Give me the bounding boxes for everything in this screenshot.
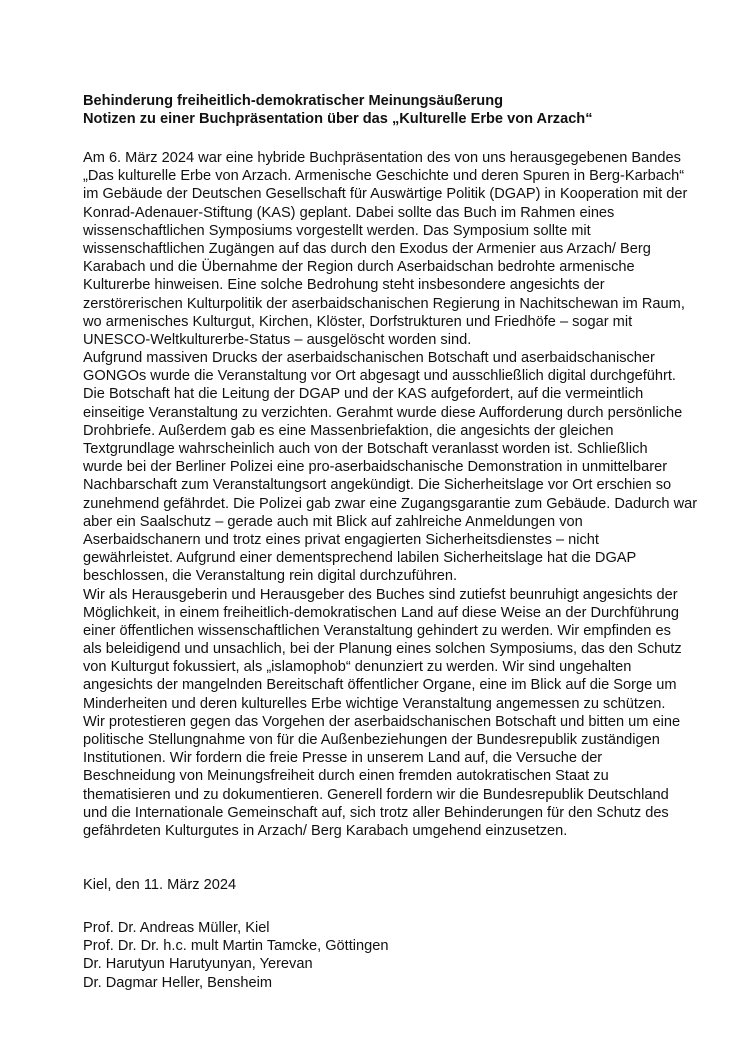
body-line: Nachbarschaft zum Veranstaltungsort angekündigt. Die Sicherheitslage vor Ort erschien so — [83, 477, 672, 494]
body-line: gefährdeten Kulturgutes in Arzach/ Berg Karabach umgehend einzusetzen. — [83, 822, 568, 839]
body-line: Minderheiten und deren kulturelles Erbe wichtige Veranstaltung angemessen zu schützen. — [83, 695, 666, 712]
body-line: als beleidigend und unsachlich, bei der Planung eines solchen Symposiums, das den Schutz — [83, 641, 682, 658]
body-line: Aserbaidschanern und trotz eines privat engagierten Sicherheitsdienstes – nicht — [83, 531, 599, 548]
body-line: politische Stellungnahme von für die Außenbeziehungen der Bundesrepublik zuständigen — [83, 732, 660, 748]
signature-list — [83, 919, 693, 992]
date-line: Kiel, den 11. März 2024 — [83, 877, 237, 893]
body-line: Möglichkeit, in einem freiheitlich-demokratischen Land auf diese Weise an der Durchführung — [83, 604, 679, 621]
body-line: Wir protestieren gegen das Vorgehen der aserbaidschanischen Botschaft und bitten um eine — [83, 713, 681, 730]
body-line: und die Internationale Gemeinschaft auf, sich trotz aller Behinderungen für den Schutz des — [83, 804, 669, 821]
body-line: einer öffentlichen wissenschaftlichen Veranstaltung gehindert zu werden. Wir empfinden es — [83, 622, 671, 639]
date-place — [83, 876, 693, 894]
body-line: thematisieren und zu dokumentieren. Generell fordern wir die Bundesrepublik Deutschland — [83, 786, 669, 803]
body-line: von Kulturgut fokussiert, als „islamophob“ denunziert zu werden. Wir sind ungehalten — [83, 659, 632, 676]
body-line: wurde bei der Berliner Polizei eine pro-aserbaidschanische Demonstration in unmittelbarer — [83, 459, 668, 476]
heading-subtitle: Notizen zu einer Buchpräsentation über das „Kulturelle Erbe von Arzach“ — [83, 111, 593, 128]
signature-line: Prof. Dr. Dr. h.c. mult Martin Tamcke, Göttingen — [83, 938, 389, 955]
body-line: Karabach und die Übernahme der Region durch Aserbaidschan bedrohte armenische — [83, 259, 635, 276]
body-line: Institutionen. Wir fordern die freie Presse in unserem Land auf, die Versuche der — [83, 750, 603, 767]
body-line: GONGOs wurde die Veranstaltung vor Ort abgesagt und ausschließlich digital durchgeführt. — [83, 368, 676, 385]
body-line: Textgrundlage wahrscheinlich auch von der Botschaft veranlasst worden ist. Schließlich — [83, 441, 648, 457]
body-line: „Das kulturelle Erbe von Arzach. Armenische Geschichte und deren Spuren in Berg-Karbach“ — [83, 168, 685, 185]
body-line: Kulturerbe hinweisen. Eine solche Bedrohung steht insbesondere angesichts der — [83, 277, 605, 294]
body-line: Konrad-Adenauer-Stiftung (KAS) geplant. Dabei sollte das Buch im Rahmen eines — [83, 204, 615, 221]
body-line: UNESCO-Weltkulturerbe-Status – ausgelöscht worden sind. — [83, 331, 472, 348]
body-line: angesichts der mangelnden Bereitschaft öffentlicher Organe, eine im Blick auf die Sorge um — [83, 677, 677, 694]
body-line: einseitige Veranstaltung zu verzichten. Gerahmt wurde diese Aufforderung durch persönliche — [83, 404, 683, 421]
body-line: Drohbriefe. Außerdem gab es eine Massenbriefaktion, die angesichts der gleichen — [83, 422, 614, 439]
signature-line: Dr. Dagmar Heller, Bensheim — [83, 974, 272, 991]
body-line: aber ein Saalschutz – gerade auch mit Blick auf zahlreiche Anmeldungen von — [83, 513, 583, 530]
signature-line: Dr. Harutyun Harutyunyan, Yerevan — [83, 956, 313, 973]
body-line: Wir als Herausgeberin und Herausgeber des Buches sind zutiefst beunruhigt angesichts der — [83, 586, 678, 603]
body-line: wissenschaftlichen Symposiums vorgestellt werden. Das Symposium sollte mit — [83, 222, 591, 239]
body-line: beschlossen, die Veranstaltung rein digital durchzuführen. — [83, 568, 458, 585]
signature-line: Prof. Dr. Andreas Müller, Kiel — [83, 920, 270, 936]
document-heading — [83, 92, 693, 128]
body-line: Beschneidung von Meinungsfreiheit durch einen fremden autokratischen Staat zu — [83, 768, 609, 785]
body-text — [83, 149, 698, 840]
body-line: Die Botschaft hat die Leitung der DGAP und der KAS aufgefordert, auf die vermeintlich — [83, 386, 644, 403]
body-line: wissenschaftlichen Zugängen auf das durch den Exodus der Armenier aus Arzach/ Berg — [83, 240, 651, 257]
body-line: zerstörerischen Kulturpolitik der aserbaidschanischen Regierung in Nachitschewan im Raum, — [83, 295, 685, 312]
body-line: gewährleistet. Aufgrund einer dementsprechend labilen Sicherheitslage hat die DGAP — [83, 550, 637, 567]
body-line: wo armenisches Kulturgut, Kirchen, Klöster, Dorfstrukturen und Friedhöfe – sogar mit — [83, 313, 633, 330]
body-line: im Gebäude der Deutschen Gesellschaft für Auswärtige Politik (DGAP) in Kooperation mit der — [83, 186, 688, 203]
heading-title: Behinderung freiheitlich-demokratischer Meinungsäußerung — [83, 93, 504, 109]
body-line: Am 6. März 2024 war eine hybride Buchpräsentation des von uns herausgegebenen Bandes — [83, 150, 681, 166]
body-line: Aufgrund massiven Drucks der aserbaidschanischen Botschaft und aserbaidschanischer — [83, 350, 655, 367]
body-line: zunehmend gefährdet. Die Polizei gab zwar eine Zugangsgarantie zum Gebäude. Dadurch war — [83, 495, 698, 512]
